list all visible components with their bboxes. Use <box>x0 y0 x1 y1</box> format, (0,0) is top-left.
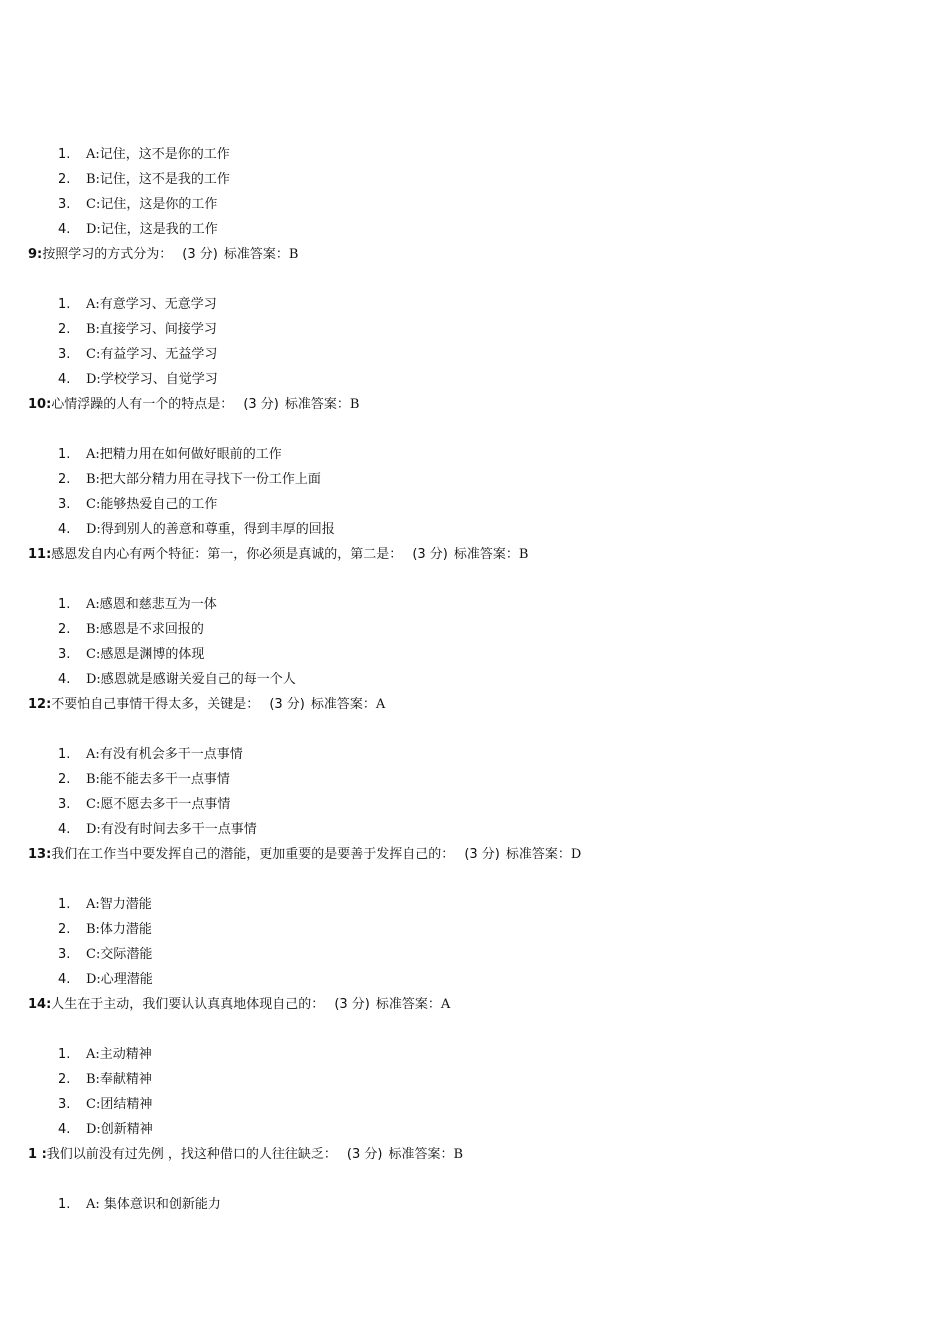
question-number: 13: <box>28 847 52 862</box>
standard-answer: 标准答案：B <box>223 247 299 262</box>
question-text: 心情浮躁的人有一个的特点是： <box>51 397 234 412</box>
question-score: (3 分) <box>243 397 279 412</box>
option-item <box>0 917 950 942</box>
question-line <box>0 692 950 717</box>
question-line <box>0 842 950 867</box>
question-text: 感恩发自内心有两个特征：第一，你必须是真诚的，第二是： <box>51 547 403 562</box>
option-number: 4. <box>58 822 71 837</box>
option-item <box>0 492 950 517</box>
question-score: (3 分) <box>334 997 370 1012</box>
spacer <box>0 417 950 442</box>
option-item <box>0 142 950 167</box>
option-item <box>0 217 950 242</box>
option-item <box>0 642 950 667</box>
option-text: B:把大部分精力用在寻找下一份工作上面 <box>86 472 321 487</box>
option-number: 2. <box>58 922 71 937</box>
option-item <box>0 467 950 492</box>
option-text: D:有没有时间去多干一点事情 <box>86 822 257 837</box>
option-text: D:记住，这是我的工作 <box>86 222 218 237</box>
option-item <box>0 1067 950 1092</box>
option-number: 3. <box>58 497 71 512</box>
option-item <box>0 1192 950 1217</box>
spacer <box>0 867 950 892</box>
question-score: (3 分) <box>269 697 305 712</box>
option-item <box>0 942 950 967</box>
option-number: 3. <box>58 947 71 962</box>
option-number: 2. <box>58 472 71 487</box>
option-text: A:智力潜能 <box>86 897 152 912</box>
option-text: A:主动精神 <box>86 1047 152 1062</box>
option-item <box>0 742 950 767</box>
option-item <box>0 517 950 542</box>
option-number: 1. <box>58 597 71 612</box>
question-line <box>0 992 950 1017</box>
standard-answer: 标准答案：D <box>505 847 582 862</box>
option-item <box>0 1117 950 1142</box>
option-text: D:得到别人的善意和尊重，得到丰厚的回报 <box>86 522 335 537</box>
option-number: 3. <box>58 647 71 662</box>
option-item <box>0 367 950 392</box>
option-number: 1. <box>58 297 71 312</box>
option-text: B:体力潜能 <box>86 922 152 937</box>
option-text: A:有意学习、无意学习 <box>86 297 217 312</box>
standard-answer: 标准答案：B <box>388 1147 464 1162</box>
document-body <box>0 142 950 1217</box>
option-item <box>0 1092 950 1117</box>
option-text: C:记住，这是你的工作 <box>86 197 218 212</box>
option-number: 2. <box>58 1072 71 1087</box>
option-text: B:奉献精神 <box>86 1072 152 1087</box>
option-item <box>0 617 950 642</box>
option-number: 2. <box>58 772 71 787</box>
standard-answer: 标准答案：B <box>284 397 360 412</box>
option-number: 2. <box>58 322 71 337</box>
option-item <box>0 892 950 917</box>
option-number: 4. <box>58 222 71 237</box>
standard-answer: 标准答案：A <box>310 697 386 712</box>
option-text: C:有益学习、无益学习 <box>86 347 218 362</box>
option-text: C:团结精神 <box>86 1097 153 1112</box>
option-text: A:有没有机会多干一点事情 <box>86 747 243 762</box>
option-text: A:感恩和慈悲互为一体 <box>86 597 217 612</box>
question-line <box>0 1142 950 1167</box>
standard-answer: 标准答案：B <box>453 547 529 562</box>
option-number: 4. <box>58 372 71 387</box>
spacer <box>0 267 950 292</box>
option-item <box>0 592 950 617</box>
question-text: 我们在工作当中要发挥自己的潜能，更加重要的是要善于发挥自己的： <box>51 847 455 862</box>
question-number: 12: <box>28 697 52 712</box>
option-number: 2. <box>58 622 71 637</box>
question-score: (3 分) <box>346 1147 383 1162</box>
option-item <box>0 1042 950 1067</box>
question-number: 9: <box>28 247 43 262</box>
question-line <box>0 542 950 567</box>
option-text: C:感恩是渊博的体现 <box>86 647 205 662</box>
question-score: (3 分) <box>464 847 500 862</box>
option-text: A:记住，这不是你的工作 <box>86 147 230 162</box>
question-text: 不要怕自己事情干得太多，关键是： <box>51 697 260 712</box>
option-text: D:心理潜能 <box>86 972 153 987</box>
option-text: B:能不能去多干一点事情 <box>86 772 230 787</box>
question-number: 10: <box>28 397 52 412</box>
option-item <box>0 292 950 317</box>
option-number: 1. <box>58 147 71 162</box>
option-number: 4. <box>58 522 71 537</box>
standard-answer: 标准答案：A <box>375 997 451 1012</box>
option-text: D:创新精神 <box>86 1122 153 1137</box>
option-number: 3. <box>58 197 71 212</box>
option-item <box>0 342 950 367</box>
question-number: 11: <box>28 547 52 562</box>
option-number: 1. <box>58 897 71 912</box>
question-number: 14: <box>28 997 52 1012</box>
question-text: 按照学习的方式分为： <box>42 247 173 262</box>
option-item <box>0 167 950 192</box>
option-number: 4. <box>58 972 71 987</box>
option-number: 1. <box>58 1047 71 1062</box>
spacer <box>0 1167 950 1192</box>
question-line <box>0 392 950 417</box>
question-text: 人生在于主动，我们要认认真真地体现自己的： <box>51 997 325 1012</box>
spacer <box>0 717 950 742</box>
option-text: B:直接学习、间接学习 <box>86 322 217 337</box>
option-text: C:交际潜能 <box>86 947 153 962</box>
option-number: 3. <box>58 797 71 812</box>
option-item <box>0 667 950 692</box>
option-item <box>0 442 950 467</box>
question-score: (3 分) <box>182 247 218 262</box>
option-number: 1. <box>58 747 71 762</box>
question-text: 我们以前没有过先例 ，找这种借口的人往往缺乏： <box>46 1147 337 1162</box>
option-number: 4. <box>58 672 71 687</box>
spacer <box>0 567 950 592</box>
option-text: D:感恩就是感谢关爱自己的每一个人 <box>86 672 296 687</box>
option-text: D:学校学习、自觉学习 <box>86 372 218 387</box>
option-item <box>0 767 950 792</box>
option-number: 3. <box>58 347 71 362</box>
question-score: (3 分) <box>412 547 448 562</box>
option-text: B:记住，这不是我的工作 <box>86 172 230 187</box>
option-item <box>0 817 950 842</box>
option-text: B:感恩是不求回报的 <box>86 622 204 637</box>
option-item <box>0 792 950 817</box>
option-text: C:愿不愿去多干一点事情 <box>86 797 231 812</box>
option-item <box>0 317 950 342</box>
option-text: A: 集体意识和创新能力 <box>86 1197 221 1212</box>
option-text: C:能够热爱自己的工作 <box>86 497 218 512</box>
option-number: 4. <box>58 1122 71 1137</box>
option-number: 1. <box>58 1197 71 1212</box>
option-text: A:把精力用在如何做好眼前的工作 <box>86 447 282 462</box>
option-item <box>0 967 950 992</box>
option-number: 1. <box>58 447 71 462</box>
option-number: 2. <box>58 172 71 187</box>
option-number: 3. <box>58 1097 71 1112</box>
question-number: 1 : <box>28 1147 47 1162</box>
option-item <box>0 192 950 217</box>
spacer <box>0 1017 950 1042</box>
question-line <box>0 242 950 267</box>
